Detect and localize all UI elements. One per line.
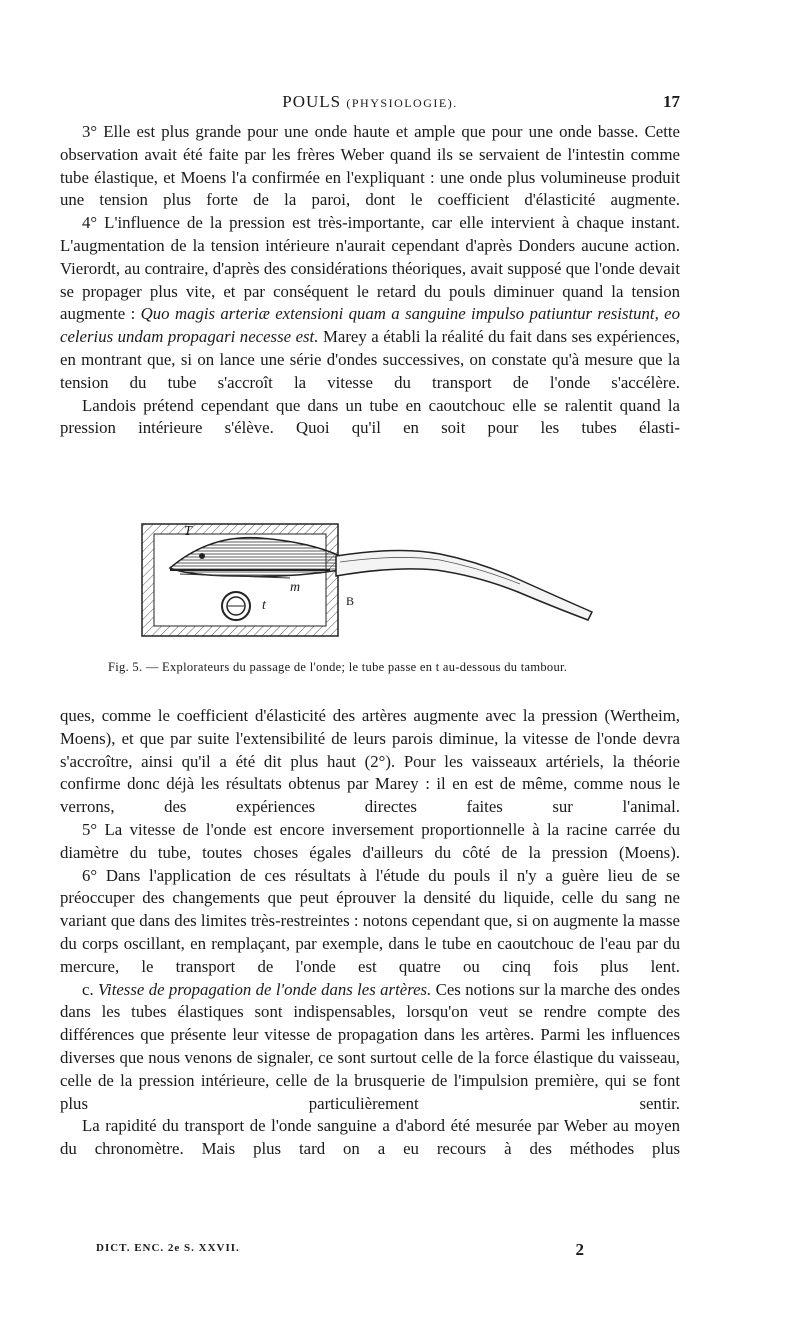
sheet-number: 2 [575,1240,584,1259]
signature-mark: DICT. ENC. 2e S. XXVII. [96,1242,240,1254]
paragraph: 3° Elle est plus grande pour une onde haute et ample que pour une onde basse. Cette observation avait été faite par les frères Weber quand ils se servaient de l'intestin comme tube élastique, et Moens l'a confirmée en l'expliquant : une onde plus volumineuse produit une tension plus forte de la paroi, dont le coefficient d'élasticité augmente. [60,122,680,210]
figure-caption: Fig. 5. — Explorateurs du passage de l'onde; le tube passe en t au-dessous du tambour. [108,660,568,674]
page-number: 17 [663,92,680,111]
label-m: m [290,580,301,595]
paragraph: ques, comme le coefficient d'élasticité des artères augmente avec la pression (Wertheim, Moens), et que par suite l'extensibilité de leurs parois diminue, la vitesse de l'onde devra s'accroître, ainsi qu'il a été dit plus haut (2°). Pour les vaisseaux artériels, la théorie confirme donc déjà les résultats obtenus par Marey : il en est de même, comme nous le verrons, des expériences directes faites sur l'animal. [60,706,680,817]
paragraph: 4° L'influence de la pression est très-importante, car elle intervient à chaque instant. L'augmentation de la tension intérieure n'aurait cependant d'après Donders aucune action. Vierordt, au contraire, d'après des considérations théoriques, avait supposé que l'onde devait se propager plus vite, et par conséquent le retard du pouls diminuer quand la tension augmente : Quo magis arteriæ extensioni quam a sanguine impulso patiuntur resistunt, eo celerius undam propagari necesse est. Marey a établi la réalité du fait dans ses expériences, en montrant que, si on lance une série d'ondes successives, on constate qu'à mesure que la tension du tube s'accroît la vitesse du transport de l'onde s'accélère. [60,213,681,392]
paragraph: La rapidité du transport de l'onde sanguine a d'abord été mesurée par Weber au moyen du chronomètre. Mais plus tard on a eu recours à des méthodes plus [60,1116,680,1159]
paragraph: 6° Dans l'application de ces résultats à l'étude du pouls il n'y a guère lieu de se préoccuper des changements que peut éprouver la densité du liquide, celle du sang ne variant que dans des limites très-restreintes : notons cependant que, si on augmente la masse du corps oscillant, en remplaçant, par exemple, dans le tube en caoutchouc de l'eau par du mercure, le transport de l'onde est quatre ou cinq fois plus lent. [60,865,680,976]
running-title [60,92,680,112]
header-title: POULS [282,92,342,111]
paragraph: 5° La vitesse de l'onde est encore inversement proportionnelle à la racine carrée du diamètre du tube, toutes choses égales d'ailleurs du côté de la pression (Moens). [60,819,680,862]
label-b: B [346,594,355,608]
section-heading: Vitesse de propagation de l'onde dans les artères. [98,979,432,999]
latin-quote: Quo magis arteriæ extensioni quam a sanguine impulso patiuntur resistunt, eo celerius undam propagari necesse est. [60,304,681,347]
label-t-upper: T [184,524,192,539]
text-block-bottom [60,705,680,1161]
running-header [60,92,680,118]
paragraph: c. Vitesse de propagation de l'onde dans les artères. Ces notions sur la marche des ondes dans les tubes élastiques sont indispensables, lorsqu'on veut se rendre compte des différences que présente leur vitesse de propagation dans les artères. Parmi les influences diverses que nous venons de signaler, ce sont surtout celle de la force élastique du vaisseau, celle de la pression intérieure, celle de la brusquerie de l'impulsion première, qui se font plus particulièrement sentir. [60,979,680,1113]
paragraph: Landois prétend cependant que dans un tube en caoutchouc elle se ralentit quand la pression intérieure s'élève. Quoi qu'il en soit pour les tubes élasti- [60,395,680,438]
text-block-top [60,121,680,440]
explorer-apparatus-illustration [140,520,600,644]
page-footer [96,1242,596,1264]
label-t: t [262,598,266,613]
header-subtitle: (PHYSIOLOGIE). [346,96,458,110]
figure-5 [140,520,600,644]
